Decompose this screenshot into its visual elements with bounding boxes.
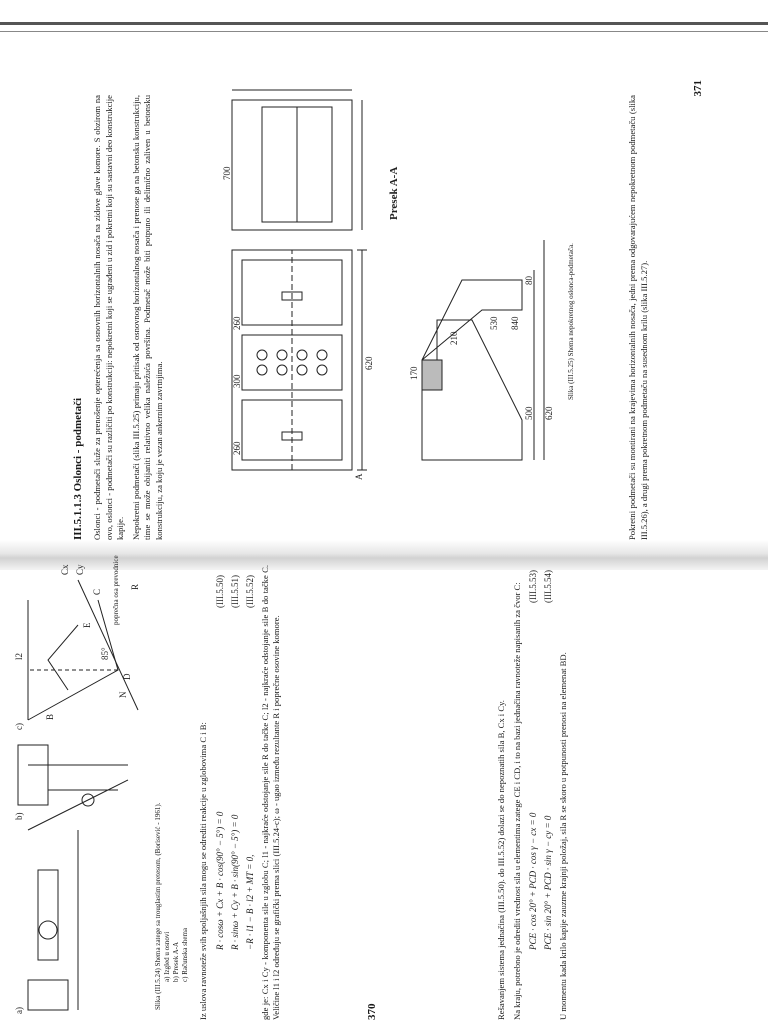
page-370 xyxy=(8,555,378,1020)
dim-260b: 260 xyxy=(232,441,242,455)
label-R: R xyxy=(130,583,140,590)
dim-620b: 620 xyxy=(544,406,554,420)
scan-top-edge xyxy=(0,22,768,25)
label-c: c) xyxy=(14,723,24,730)
dim-530: 530 xyxy=(489,316,499,330)
paragraph-2: Nepokretni podmetači (slika III.5.25) primaju pritisak od osnovnog horizontalnog nosača i prenose ga na betonsku konstrukciju, time se može obijaniti relativno velika naležuća površina. Podmetač može biti potpuno ili delimično zaliven u betonsku konstrukciju, za koju je vezan ankernim zavrtnjima. xyxy=(130,95,164,540)
dim-840: 840 xyxy=(510,316,520,330)
label-l2: l2 xyxy=(14,652,24,660)
equation-52: −R · l1 − B · l2 + MT = 0, (III.5.52) xyxy=(244,575,255,950)
figure-caption-25: Slika (III.5.25) Shema nepokretnog oslonca-podmetača. xyxy=(567,243,575,400)
equation-54: PCE · sin 20° + PCD · sin γ − cy = 0 (III.5.54) xyxy=(543,570,553,950)
dim-620: 620 xyxy=(364,356,374,370)
label-cy: Cy xyxy=(75,564,85,575)
intro-text: Iz uslova ravnoteže svih spoljašnjih sila mogu se odrediti reakcije u zglobovima C i B: xyxy=(198,722,208,1020)
equation-50: R · cosω + Cx + B · cos(90° − 5°) = 0 (III.5.50) xyxy=(214,575,225,950)
strut-drawing xyxy=(8,555,148,1020)
label-b: b) xyxy=(14,812,24,820)
section-title: Presek A-A xyxy=(388,166,400,220)
figure-caption-24-title: Slika (III.5.24) Shema zatege sa trouglastim pretesom, (Borisević - 1961). xyxy=(154,802,162,1010)
page-371 xyxy=(62,80,712,540)
label-cx: Cx xyxy=(60,564,70,575)
label-B: B xyxy=(45,713,55,720)
figure-caption-24-a: a) Izgled u osnovi xyxy=(163,931,171,982)
dim-170: 170 xyxy=(409,366,419,380)
paragraph-1: Oslonci - podmetači služe za prenošenje opterećenja sa osnovnih horizontalnih nosača na zidove glave komore. S obzirom na ovo, oslonci - podmetači su različiti po konstrukciji: nepokretni koji se ugrađeni u zid i pokretni koji su sastavni deo konstrukcije kapije. xyxy=(92,95,125,540)
dim-300: 300 xyxy=(232,374,242,388)
equation-51: R · sinω + Cy + B · sin(90° − 5°) = 0 (III.5.51) xyxy=(229,575,240,950)
explain-text: gde je: Cx i Cy - komponenta sile u zglobu C; l1 - najkraće odstojanje sile R do tačke C; l2 - najkraće odstojanje sile B do tačke C. Veličine l1 i l2 određuju se grafički prema slici (III.5.24-c); ω - ugao između rezultante R i poprečne osovine komore. xyxy=(259,565,281,1020)
label-angle: 85° xyxy=(100,647,110,660)
dim-260a: 260 xyxy=(232,316,242,330)
page-370-continued xyxy=(496,560,646,1020)
label-a: a) xyxy=(14,1007,24,1014)
label-C: C xyxy=(92,588,102,595)
end-text: Na kraju, potrebno je odrediti vrednost sila u elementima zatege CE i CD, i to na bazi jednačina ravnoteže napisanih za čvor C: xyxy=(511,582,522,1020)
label-N: N xyxy=(118,691,128,698)
page-number-371: 371 xyxy=(692,80,704,97)
figure-caption-24-c: c) Računska shema xyxy=(181,927,189,982)
solve-text: Rešavanjem sistema jednačina (III.5.50). do III.5.52) dolazi se do nepoznatih sila B, Cx i Cy. xyxy=(496,700,506,1020)
section-heading: III.5.1.1.3 Oslonci - podmetači xyxy=(72,397,84,540)
support-drawing xyxy=(222,80,552,480)
equation-53: PCE · cos 20° + PCD · cos γ − cx = 0 (III.5.53) xyxy=(528,570,538,950)
moment-text: U momentu kada krilo kapije zauzme krajnji položaj, sila R se skoro u potpunosti prenosi na elemenat BD. xyxy=(558,652,568,1020)
dim-80: 80 xyxy=(524,276,534,285)
dim-700: 700 xyxy=(222,166,232,180)
dim-500: 500 xyxy=(524,406,534,420)
page-number-370: 370 xyxy=(366,1003,378,1020)
section-mark-a: A xyxy=(354,473,364,480)
figure-caption-24-b: b) Presek A-A xyxy=(172,941,180,982)
elevation-outline xyxy=(232,100,352,230)
label-axis: poprečna osa prevodnice xyxy=(112,555,120,625)
dim-210: 210 xyxy=(449,331,459,345)
label-D: D xyxy=(122,673,132,680)
label-E: E xyxy=(82,622,92,628)
paragraph-3: Pokretni podmetači su montirani na krajevima horizontalnih nosača, jedni prema odgovarajućem nepokretnom podmetaču (slika III.5.26), a drugi prema pokretnom podmetaču na susednom krilu (slika III.5.27). xyxy=(627,95,649,540)
scan-top-edge-2 xyxy=(0,31,768,32)
